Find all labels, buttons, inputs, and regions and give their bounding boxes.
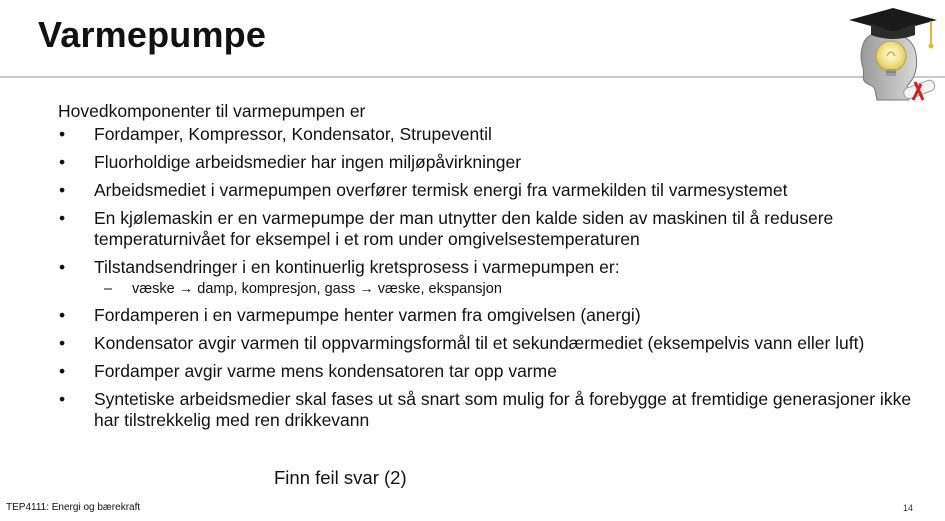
bullet-icon: • xyxy=(59,389,66,409)
bullet-icon: • xyxy=(59,361,66,381)
bullet-text: Fordamper, Kompressor, Kondensator, Strupeventil xyxy=(94,124,492,144)
list-item xyxy=(58,180,928,201)
bullet-icon: • xyxy=(59,257,66,277)
list-item xyxy=(58,333,928,354)
bullet-icon: • xyxy=(59,180,66,200)
bullet-list xyxy=(58,124,928,438)
slide-title: Varmepumpe xyxy=(38,14,267,55)
list-item xyxy=(58,257,928,298)
bullet-text: Fluorholdige arbeidsmedier har ingen miljøpåvirkninger xyxy=(94,152,522,172)
graduation-head-lightbulb-icon xyxy=(843,4,939,108)
bullet-text: Fordamperen i en varmepumpe henter varmen fra omgivelsen (anergi) xyxy=(94,305,641,325)
bullet-text: Syntetiske arbeidsmedier skal fases ut så snart som mulig for å forebygge at fremtidige generasjoner ikke har tilstrekkelig med ren drikkevann xyxy=(94,389,912,430)
list-item xyxy=(58,124,928,145)
bullet-icon: • xyxy=(59,124,66,144)
sub-list-item xyxy=(94,280,928,298)
bullet-text: Fordamper avgir varme mens kondensatoren tar opp varme xyxy=(94,361,557,381)
bullet-icon: • xyxy=(59,152,66,172)
bullet-icon: • xyxy=(59,305,66,325)
list-item xyxy=(58,361,928,382)
list-item xyxy=(58,389,928,431)
bullet-text: En kjølemaskin er en varmepumpe der man utnytter den kalde siden av maskinen til å redusere temperaturnivået for eksempel i et rom under omgivelsestemperaturen xyxy=(94,208,834,249)
bullet-text: Kondensator avgir varmen til oppvarmingsformål til et sekundærmediet (eksempelvis vann eller luft) xyxy=(94,333,865,353)
intro-text: Hovedkomponenter til varmepumpen er xyxy=(58,101,366,121)
sub-bullet-text: væske → damp, kompresjon, gass → væske, ekspansjon xyxy=(132,281,502,297)
bullet-icon: • xyxy=(59,333,66,353)
list-item xyxy=(58,208,928,250)
bullet-text: Tilstandsendringer i en kontinuerlig kretsprosess i varmepumpen er: xyxy=(94,257,620,277)
list-item xyxy=(58,152,928,173)
list-item xyxy=(58,305,928,326)
bullet-text: Arbeidsmediet i varmepumpen overfører termisk energi fra varmekilden til varmesystemet xyxy=(94,180,788,200)
title-divider xyxy=(0,76,945,78)
course-footer: TEP4111: Energi og bærekraft xyxy=(6,502,141,513)
task-prompt: Finn feil svar (2) xyxy=(274,467,407,488)
sub-bullet-list xyxy=(94,280,928,298)
dash-icon: – xyxy=(104,281,113,297)
page-number: 14 xyxy=(903,503,914,513)
bullet-icon: • xyxy=(59,208,66,228)
